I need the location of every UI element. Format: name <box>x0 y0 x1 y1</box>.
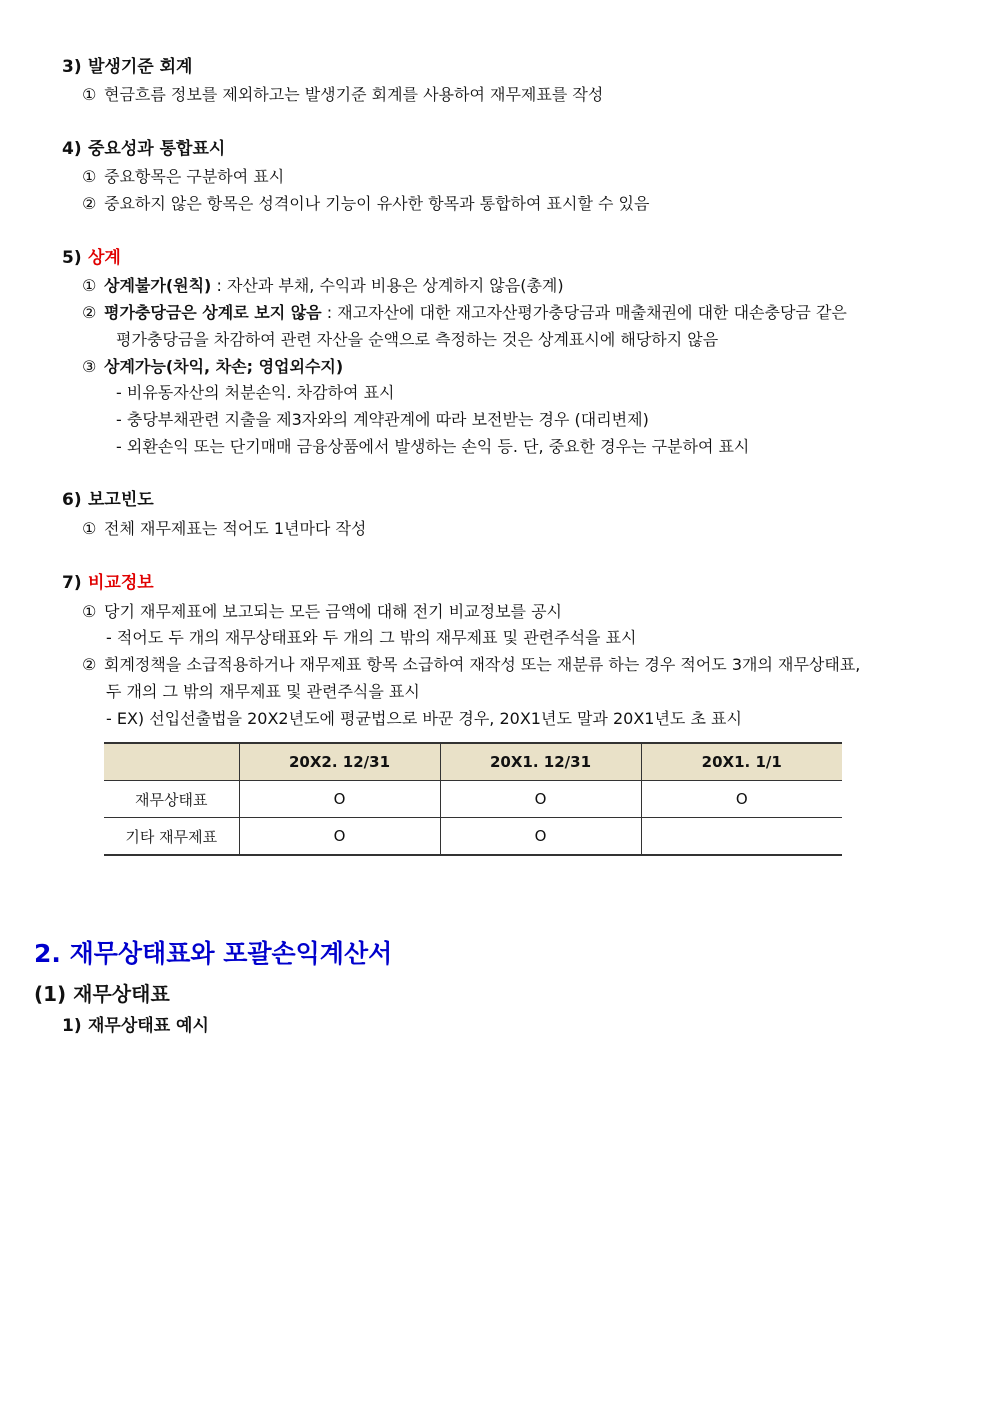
section-number: 3) <box>62 57 82 77</box>
item-bold-text: 상계불가(원칙) <box>104 276 212 295</box>
comparison-table <box>104 742 842 856</box>
table-cell: 재무상태표 <box>104 781 239 818</box>
list-item <box>82 357 343 377</box>
section-title: 보고빈도 <box>88 490 154 510</box>
item-continuation: 평가충당금을 차감하여 관련 자산을 순액으로 측정하는 것은 상계표시에 해당하지 않음 <box>116 330 719 349</box>
section-4-heading <box>62 139 225 159</box>
section-6-heading <box>62 490 154 510</box>
circled-number: ① <box>82 602 97 621</box>
sub-item: - EX) 선입선출법을 20X2년도에 평균법으로 바꾼 경우, 20X1년도 말과 20X1년도 초 표시 <box>106 709 742 728</box>
circled-number: ② <box>82 655 97 674</box>
table-cell: 기타 재무제표 <box>104 818 239 856</box>
list-item <box>82 276 564 296</box>
subsection-heading: (1) 재무상태표 <box>34 982 170 1006</box>
sub-item: - 외환손익 또는 단기매매 금융상품에서 발생하는 손익 등. 단, 중요한 경우는 구분하여 표시 <box>116 437 750 456</box>
subsection-item-heading <box>62 1016 209 1036</box>
section-number: 6) <box>62 490 82 510</box>
table-cell: O <box>239 781 440 818</box>
item-text: : 자산과 부채, 수익과 비용은 상계하지 않음(총계) <box>211 276 564 295</box>
sub-item: - 적어도 두 개의 재무상태표와 두 개의 그 밖의 재무제표 및 관련주석을 표시 <box>106 628 637 647</box>
item-bold-text: 상계가능(차익, 차손; 영업외수지) <box>104 357 344 376</box>
section-title: 재무상태표 예시 <box>88 1016 209 1036</box>
list-item <box>82 519 366 539</box>
section-number: 5) <box>62 248 82 268</box>
list-item <box>82 655 860 675</box>
section-7-heading <box>62 573 154 593</box>
table-cell: O <box>440 781 641 818</box>
section-title: 비교정보 <box>88 573 154 593</box>
table-cell: O <box>239 818 440 856</box>
section-3-heading <box>62 57 192 77</box>
table-header-cell <box>104 743 239 781</box>
table-header-cell: 20X2. 12/31 <box>239 743 440 781</box>
table-header-row <box>104 743 842 781</box>
list-item <box>82 85 603 105</box>
table-row <box>104 781 842 818</box>
item-text: : 재고자산에 대한 재고자산평가충당금과 매출채권에 대한 대손충당금 같은 <box>321 303 847 322</box>
list-item <box>82 602 562 622</box>
list-item <box>82 194 649 214</box>
list-item <box>82 303 847 323</box>
table-row <box>104 818 842 856</box>
table-cell: O <box>641 781 842 818</box>
circled-number: ① <box>82 276 97 295</box>
item-text: 중요하지 않은 항목은 성격이나 기능이 유사한 항목과 통합하여 표시할 수 있음 <box>104 194 650 213</box>
circled-number: ① <box>82 167 97 186</box>
table-cell <box>641 818 842 856</box>
item-text: 당기 재무제표에 보고되는 모든 금액에 대해 전기 비교정보를 공시 <box>104 602 563 621</box>
section-title: 상계 <box>88 248 121 268</box>
section-5-heading <box>62 248 121 268</box>
section-number: 4) <box>62 139 82 159</box>
circled-number: ② <box>82 194 97 213</box>
sub-item: - 충당부채관련 지출을 제3자와의 계약관계에 따라 보전받는 경우 (대리변제) <box>116 410 649 429</box>
table-header-cell: 20X1. 12/31 <box>440 743 641 781</box>
item-text: 전체 재무제표는 적어도 1년마다 작성 <box>104 519 367 538</box>
sub-item: - 비유동자산의 처분손익. 차감하여 표시 <box>116 383 395 402</box>
table-cell: O <box>440 818 641 856</box>
chapter-heading: 2. 재무상태표와 포괄손익계산서 <box>34 939 393 968</box>
item-text: 중요항목은 구분하여 표시 <box>104 167 285 186</box>
section-title: 중요성과 통합표시 <box>88 139 226 159</box>
section-number: 1) <box>62 1016 82 1036</box>
section-title: 발생기준 회계 <box>88 57 193 77</box>
circled-number: ② <box>82 303 97 322</box>
list-item <box>82 167 284 187</box>
item-bold-text: 평가충당금은 상계로 보지 않음 <box>104 303 322 322</box>
circled-number: ① <box>82 85 97 104</box>
table-header-cell: 20X1. 1/1 <box>641 743 842 781</box>
section-number: 7) <box>62 573 82 593</box>
item-text: 회계정책을 소급적용하거나 재무제표 항목 소급하여 재작성 또는 재분류 하는 경우 적어도 3개의 재무상태표, <box>104 655 861 674</box>
item-text: 현금흐름 정보를 제외하고는 발생기준 회계를 사용하여 재무제표를 작성 <box>104 85 604 104</box>
circled-number: ③ <box>82 357 97 376</box>
item-continuation: 두 개의 그 밖의 재무제표 및 관련주식을 표시 <box>106 682 420 701</box>
circled-number: ① <box>82 519 97 538</box>
